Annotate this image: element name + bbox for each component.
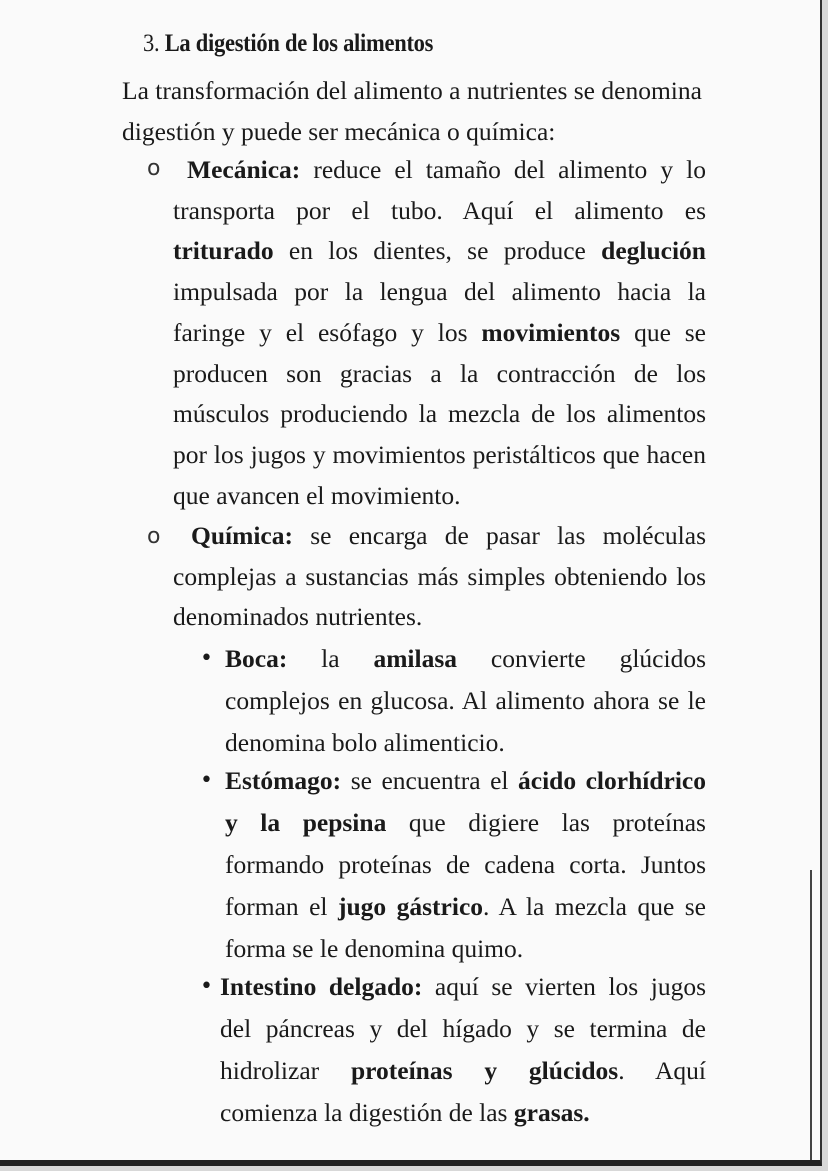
estomago-bold-1: ácido clorhídrico y la pepsina [225,766,706,837]
mecanica-text-1: reduce el tamaño del alimento y lo transporta por el tubo. Aquí el alimento es [173,155,706,225]
quimica-label: Química: [191,521,293,550]
mecanica-text-4: que se producen son gracias a la contracción de los músculos produciendo la mezcla de los alimentos por los jugos y movimientos peristálticos que hacen que avancen el movimiento. [173,317,706,510]
boca-paragraph [225,638,706,764]
boca-label: Boca: [225,644,288,673]
estomago-label: Estómago: [225,766,342,795]
mecanica-bold-1: triturado [173,236,274,266]
boca-bold-1: amilasa [373,644,458,673]
mecanica-bold-3: movimientos [481,317,621,347]
intestino-bold-1: proteínas y glúcidos [350,1056,619,1085]
boca-text-1: la [287,644,374,673]
scan-edge-line [810,870,812,1160]
intestino-paragraph [220,966,706,1134]
bullet-dot-icon: • [200,646,213,671]
mecanica-paragraph [173,150,706,516]
quimica-paragraph [173,516,706,638]
section-title [143,30,433,58]
section-number: 3. [143,30,160,57]
boca-text-2: convierte glúcidos complejos en glucosa. Al alimento ahora se le denomina bolo alimenticio. [225,644,707,757]
estomago-paragraph [225,760,706,970]
intro-paragraph: La transformación del alimento a nutrientes se denomina digestión y puede ser mecánica o química: [122,76,702,146]
quimica-text-1: se encarga de pasar las moléculas complejas a sustancias más simples obteniendo los denominados nutrientes. [173,521,706,632]
bullet-dot-icon: • [200,974,213,999]
intestino-label: Intestino delgado: [220,972,423,1001]
bullet-dot-icon: • [200,768,213,793]
mecanica-bold-2: deglución [601,236,706,266]
mecanica-label: Mecánica: [187,155,301,184]
hollow-bullet-icon: o [147,524,161,549]
section-title-text: La digestión de los alimentos [164,30,434,57]
estomago-bold-2: jugo gástrico [337,892,484,921]
mecanica-text-2: en los dientes, se produce [273,236,602,266]
intestino-text-1: aquí se vierten los jugos del páncreas y del hígado y se termina de hidrolizar [220,972,706,1085]
intestino-bold-2: grasas. [513,1098,590,1127]
estomago-text-1: se encuentra el [341,766,518,795]
intestino-text-2: . Aquí comienza la digestión de las [220,1056,707,1127]
estomago-text-2: que digiere las proteínas formando proteínas de cadena corta. Juntos forman el [225,808,706,921]
hollow-bullet-icon: o [147,156,161,181]
mecanica-text-3: impulsada por la lengua del alimento hacia la faringe y el esófago y los [173,277,706,347]
estomago-text-3: . A la mezcla que se forma se le denomina quimo. [225,892,706,963]
